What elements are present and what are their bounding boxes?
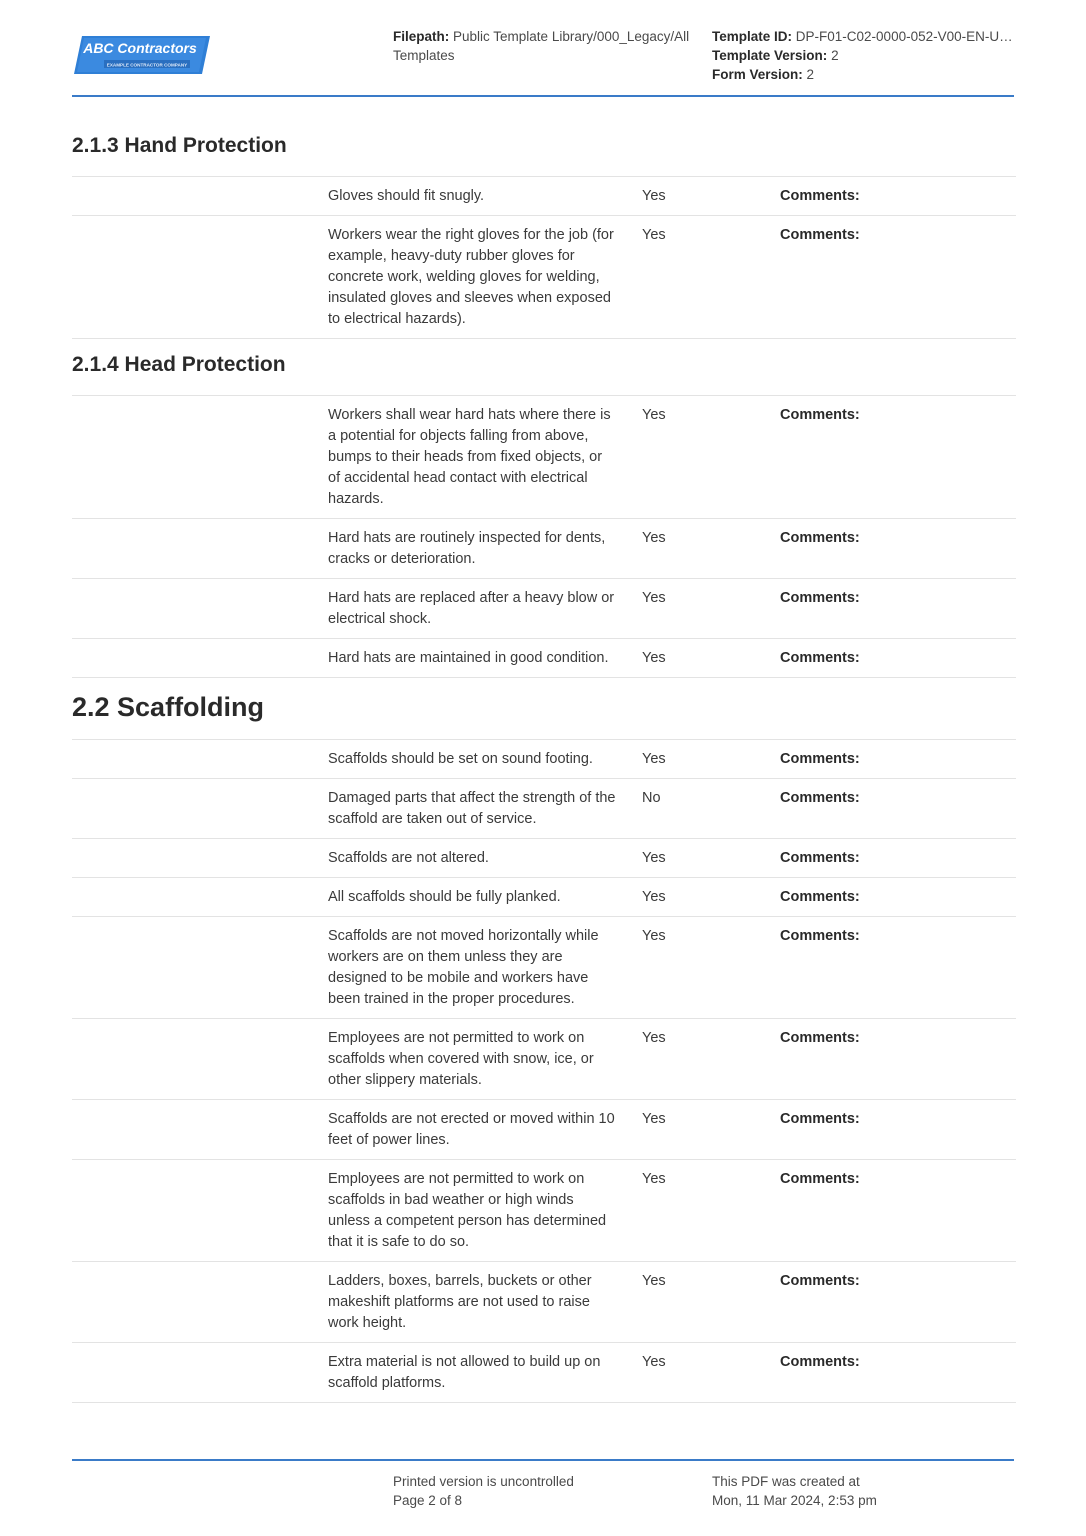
filepath-value: Public Template Library/000_Legacy/All Templates xyxy=(393,29,690,63)
created-at: Mon, 11 Mar 2024, 2:53 pm xyxy=(712,1493,877,1508)
question-list xyxy=(72,176,1016,339)
page-header xyxy=(0,0,1086,100)
comments-label: Comments: xyxy=(780,650,860,666)
table-row xyxy=(72,638,1016,678)
question-text: Gloves should fit snugly. xyxy=(328,188,485,204)
footer-left xyxy=(393,1472,574,1510)
page-footer xyxy=(0,1460,1086,1536)
table-row xyxy=(72,578,1016,638)
table-row xyxy=(72,1099,1016,1159)
question-text: Employees are not permitted to work on scaffolds when covered with snow, ice, or other slippery materials. xyxy=(328,1030,594,1088)
empty-cell xyxy=(72,1352,328,1394)
comments-label: Comments: xyxy=(780,1273,860,1289)
table-row xyxy=(72,215,1016,339)
filepath-label: Filepath: xyxy=(393,29,450,44)
filepath-block xyxy=(393,27,693,65)
template-id-line xyxy=(712,27,1017,46)
empty-cell xyxy=(72,1028,328,1091)
section-title: 2.1.3 Hand Protection xyxy=(72,134,287,157)
comments-label: Comments: xyxy=(780,590,860,606)
answer-value: Yes xyxy=(642,188,666,204)
answer-value: Yes xyxy=(642,751,666,767)
question-list xyxy=(72,395,1016,678)
comments-label: Comments: xyxy=(780,928,860,944)
comments-label: Comments: xyxy=(780,530,860,546)
table-row xyxy=(72,778,1016,838)
table-row xyxy=(72,1342,1016,1403)
table-row xyxy=(72,518,1016,578)
page-number: Page 2 of 8 xyxy=(393,1493,463,1508)
question-text: Workers wear the right gloves for the job (for example, heavy-duty rubber gloves for concrete work, welding gloves for welding, insulated gloves and sleeves when exposed to electrical hazards). xyxy=(328,227,614,327)
company-logo xyxy=(74,36,210,74)
uncontrolled-notice: Printed version is uncontrolled xyxy=(393,1474,574,1489)
question-text: Scaffolds should be set on sound footing. xyxy=(328,751,593,767)
template-info-block xyxy=(712,27,1017,84)
template-id-value: DP-F01-C02-0000-052-V00-EN-U… xyxy=(795,29,1013,44)
question-text: Scaffolds are not altered. xyxy=(328,850,489,866)
answer-value: Yes xyxy=(642,1273,666,1289)
answer-value: Yes xyxy=(642,889,666,905)
template-version-line xyxy=(712,46,1017,65)
table-row xyxy=(72,916,1016,1018)
form-version-value: 2 xyxy=(806,67,815,82)
empty-cell xyxy=(72,926,328,1010)
table-row xyxy=(72,1018,1016,1099)
answer-value: Yes xyxy=(642,530,666,546)
answer-value: Yes xyxy=(642,1111,666,1127)
logo-title: ABC Contractors xyxy=(83,40,197,56)
section-hand-protection xyxy=(72,128,1016,339)
form-version-line xyxy=(712,65,1017,84)
answer-value: Yes xyxy=(642,1030,666,1046)
table-row xyxy=(72,877,1016,916)
empty-cell xyxy=(72,588,328,630)
empty-cell xyxy=(72,186,328,207)
empty-cell xyxy=(72,528,328,570)
question-text: Hard hats are replaced after a heavy blow or electrical shock. xyxy=(328,590,615,627)
empty-cell xyxy=(72,848,328,869)
table-row xyxy=(72,739,1016,778)
question-text: Ladders, boxes, barrels, buckets or other makeshift platforms are not used to raise work height. xyxy=(328,1273,592,1331)
table-row xyxy=(72,1261,1016,1342)
comments-label: Comments: xyxy=(780,407,860,423)
empty-cell xyxy=(72,788,328,830)
question-text: Hard hats are routinely inspected for dents, cracks or deterioration. xyxy=(328,530,606,567)
answer-value: Yes xyxy=(642,650,666,666)
table-row xyxy=(72,838,1016,877)
answer-value: Yes xyxy=(642,407,666,423)
comments-label: Comments: xyxy=(780,751,860,767)
question-text: Scaffolds are not moved horizontally while workers are on them unless they are designed to be mobile and workers have been trained in the proper procedures. xyxy=(328,928,599,1007)
question-text: Scaffolds are not erected or moved within 10 feet of power lines. xyxy=(328,1111,615,1148)
document-content xyxy=(72,128,1016,1411)
question-text: Employees are not permitted to work on scaffolds in bad weather or high winds unless a competent person has determined that it is safe to do so. xyxy=(328,1171,607,1250)
section-scaffolding xyxy=(72,686,1016,1403)
table-row xyxy=(72,395,1016,518)
answer-value: Yes xyxy=(642,1171,666,1187)
comments-label: Comments: xyxy=(780,1354,860,1370)
empty-cell xyxy=(72,1271,328,1334)
question-text: Damaged parts that affect the strength of the scaffold are taken out of service. xyxy=(328,790,616,827)
section-head-protection xyxy=(72,347,1016,678)
template-version-value: 2 xyxy=(831,48,839,63)
empty-cell xyxy=(72,405,328,510)
comments-label: Comments: xyxy=(780,1030,860,1046)
table-row xyxy=(72,1159,1016,1261)
question-text: All scaffolds should be fully planked. xyxy=(328,889,561,905)
template-version-label: Template Version: xyxy=(712,48,828,63)
comments-label: Comments: xyxy=(780,1111,860,1127)
empty-cell xyxy=(72,225,328,330)
header-divider xyxy=(72,95,1014,97)
comments-label: Comments: xyxy=(780,850,860,866)
question-list xyxy=(72,739,1016,1403)
empty-cell xyxy=(72,648,328,669)
empty-cell xyxy=(72,887,328,908)
footer-right xyxy=(712,1472,877,1510)
form-version-label: Form Version: xyxy=(712,67,803,82)
created-label: This PDF was created at xyxy=(712,1474,860,1489)
answer-value: Yes xyxy=(642,928,666,944)
empty-cell xyxy=(72,1109,328,1151)
question-text: Workers shall wear hard hats where there is a potential for objects falling from above, bumps to their heads from fixed objects, or of accidental head contact with electrical hazards. xyxy=(328,407,611,507)
answer-value: Yes xyxy=(642,850,666,866)
comments-label: Comments: xyxy=(780,188,860,204)
question-text: Extra material is not allowed to build up on scaffold platforms. xyxy=(328,1354,601,1391)
question-text: Hard hats are maintained in good condition. xyxy=(328,650,609,666)
empty-cell xyxy=(72,749,328,770)
answer-value: Yes xyxy=(642,590,666,606)
answer-value: Yes xyxy=(642,1354,666,1370)
answer-value: Yes xyxy=(642,227,666,243)
comments-label: Comments: xyxy=(780,889,860,905)
answer-value: No xyxy=(642,790,661,806)
empty-cell xyxy=(72,1169,328,1253)
comments-label: Comments: xyxy=(780,227,860,243)
table-row xyxy=(72,176,1016,215)
template-id-label: Template ID: xyxy=(712,29,793,44)
section-title: 2.1.4 Head Protection xyxy=(72,353,286,376)
comments-label: Comments: xyxy=(780,790,860,806)
section-title: 2.2 Scaffolding xyxy=(72,692,265,722)
comments-label: Comments: xyxy=(780,1171,860,1187)
logo-tagline: EXAMPLE CONTRACTOR COMPANY xyxy=(106,62,188,68)
